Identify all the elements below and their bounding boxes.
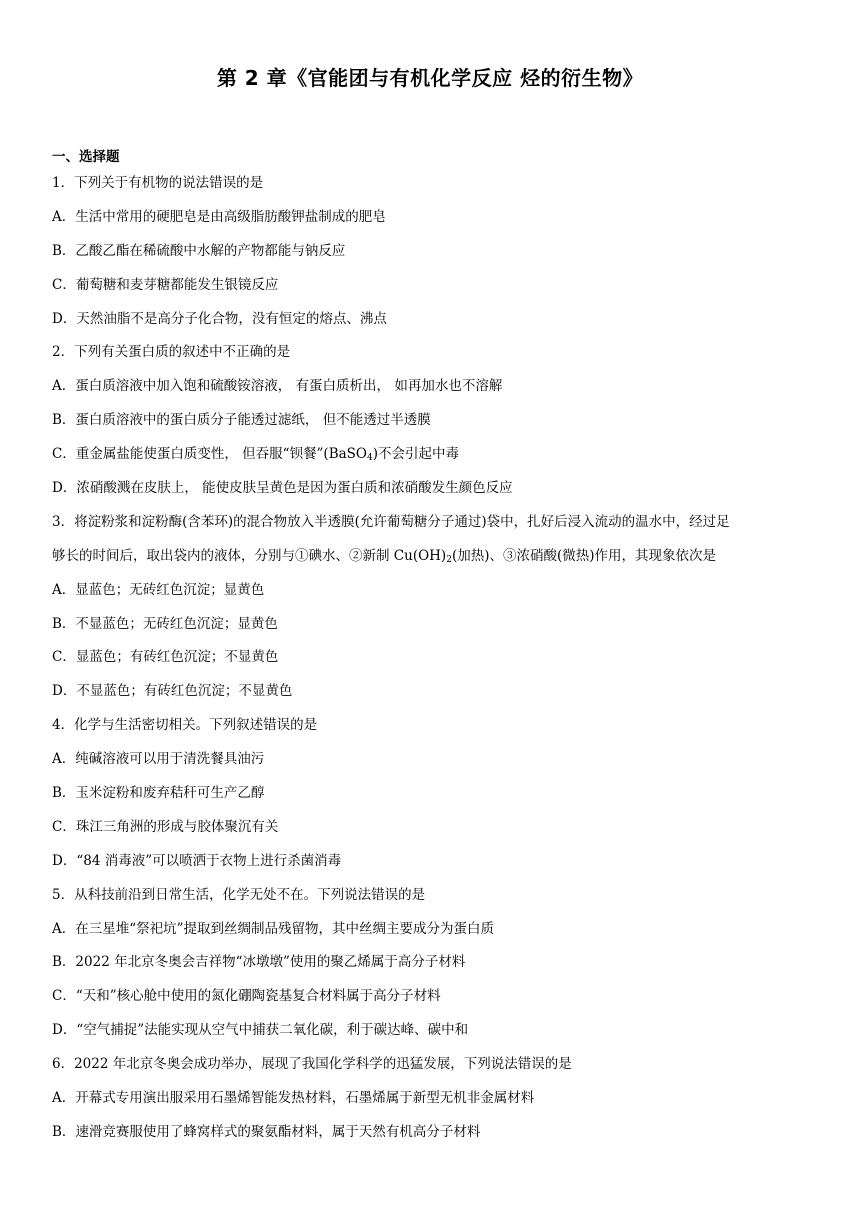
question-stem: 6．2022 年北京冬奥会成功举办，展现了我国化学科学的迅猛发展，下列说法错误的是 — [52, 1056, 572, 1073]
answer-option: D．“空气捕捉”法能实现从空气中捕获二氧化碳，利于碳达峰、碳中和 — [52, 1022, 469, 1039]
answer-option: A．显蓝色；无砖红色沉淀；显黄色 — [52, 581, 265, 598]
section-heading: 一、选择题 — [52, 149, 120, 165]
answer-option: D．浓硝酸溅在皮肤上， 能使皮肤呈黄色是因为蛋白质和浓硝酸发生颜色反应 — [52, 480, 513, 497]
answer-option: A．在三星堆“祭祀坑”提取到丝绸制品残留物，其中丝绸主要成分为蛋白质 — [52, 920, 495, 937]
question-stem: 1．下列关于有机物的说法错误的是 — [52, 175, 264, 191]
question-stem: 3．将淀粉浆和淀粉酶(含苯环)的混合物放入半透膜(允许葡萄糖分子通过)袋中，扎好后浸入流动的温水中，经过足 — [52, 513, 730, 530]
formula-subscript: 2 — [446, 554, 452, 565]
answer-option: B．不显蓝色；无砖红色沉淀；显黄色 — [52, 615, 278, 632]
answer-option: A．生活中常用的硬肥皂是由高级脂肪酸钾盐制成的肥皂 — [52, 208, 386, 225]
answer-option: D．天然油脂不是高分子化合物，没有恒定的熔点、沸点 — [52, 310, 387, 327]
question-stem: 2．下列有关蛋白质的叙述中不正确的是 — [52, 344, 291, 361]
answer-option: B．2022 年北京冬奥会吉祥物“冰墩墩”使用的聚乙烯属于高分子材料 — [52, 954, 466, 971]
answer-option-formula: C．重金属盐能使蛋白质变性， 但吞服“钡餐”(BaSO$_4$)不会引起中毒 — [52, 446, 459, 464]
page-title: 第 2 章《官能团与有机化学反应 烃的衍生物》 — [216, 66, 644, 90]
answer-option: D．不显蓝色；有砖红色沉淀；不显黄色 — [52, 683, 293, 700]
answer-option: C．显蓝色；有砖红色沉淀；不显黄色 — [52, 649, 279, 666]
answer-option: B．速滑竞赛服使用了蜂窝样式的聚氨酯材料，属于天然有机高分子材料 — [52, 1123, 481, 1140]
answer-option: C．葡萄糖和麦芽糖都能发生银镜反应 — [52, 276, 279, 293]
answer-option: B．蛋白质溶液中的蛋白质分子能透过滤纸， 但不能透过半透膜 — [52, 412, 431, 429]
answer-option: A．纯碱溶液可以用于清洗餐具油污 — [52, 751, 265, 768]
question-stem: 4．化学与生活密切相关。下列叙述错误的是 — [52, 717, 318, 734]
answer-option: C．“天和”核心舱中使用的氮化硼陶瓷基复合材料属于高分子材料 — [52, 988, 441, 1005]
answer-option: B．玉米淀粉和废弃秸秆可生产乙醇 — [52, 785, 265, 802]
answer-option: B．乙酸乙酯在稀硫酸中水解的产物都能与钠反应 — [52, 242, 346, 259]
formula-subscript: 4 — [366, 453, 373, 464]
question-list — [52, 172, 822, 1155]
question-stem: 5．从科技前沿到日常生活，化学无处不在。下列说法错误的是 — [52, 886, 426, 903]
answer-option: C．珠江三角洲的形成与胶体聚沉有关 — [52, 818, 279, 835]
answer-option: D．“84 消毒液”可以喷洒于衣物上进行杀菌消毒 — [52, 852, 342, 869]
answer-option: A．开幕式专用演出服采用石墨烯智能发热材料，石墨烯属于新型无机非金属材料 — [52, 1090, 535, 1107]
answer-option: A．蛋白质溶液中加入饱和硫酸铵溶液， 有蛋白质析出， 如再加水也不溶解 — [52, 378, 503, 395]
question-stem-continued-formula: 够长的时间后，取出袋内的液体，分别与①碘水、②新制 $Cu(OH)_2$(加热)、③浓硝酸(微热)作用，其现象依次是 — [52, 547, 717, 565]
